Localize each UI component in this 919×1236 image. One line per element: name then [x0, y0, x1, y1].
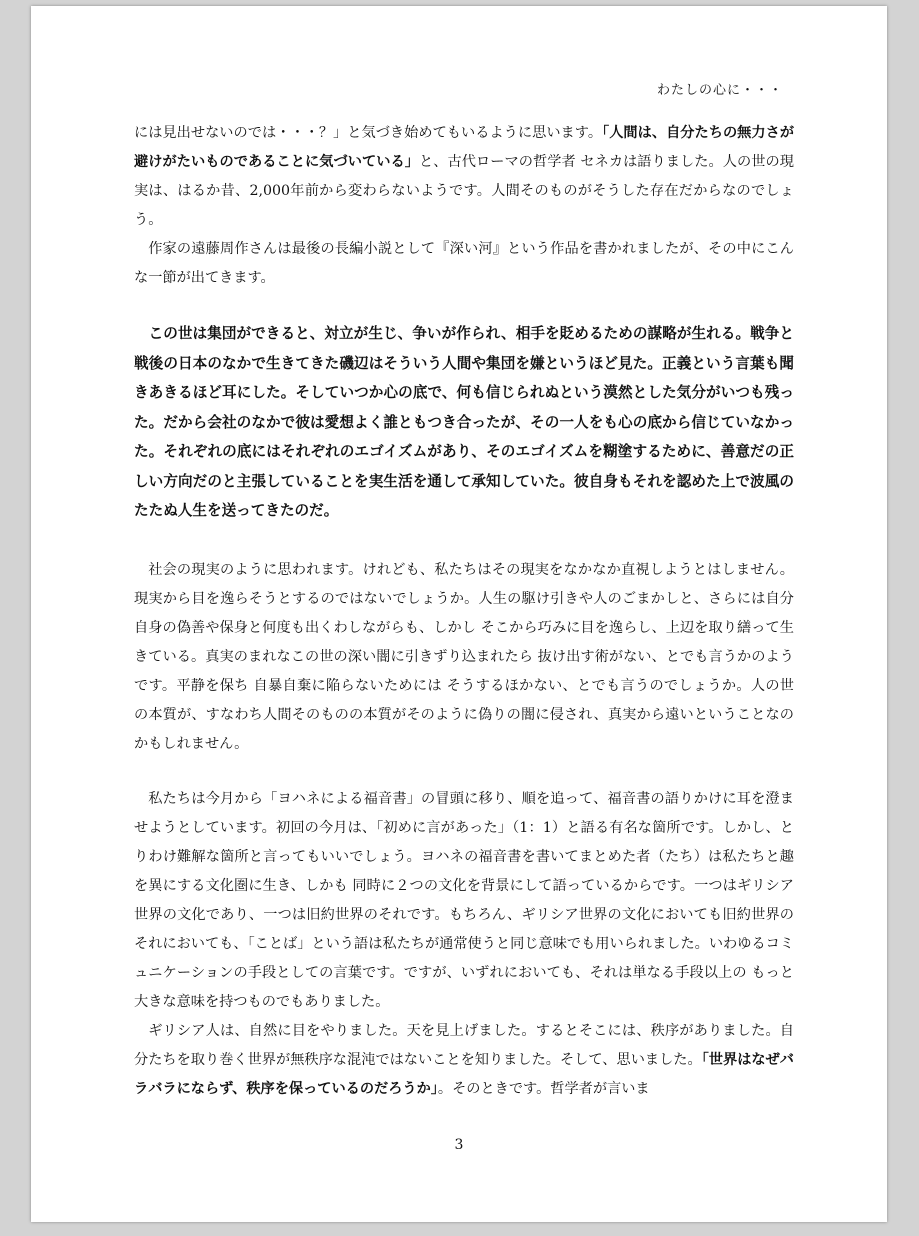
seneca-quote: 「人間は、自分たちの無力さが避けがたいものであることに気づいている」: [134, 125, 795, 170]
paragraph-1-text-a: には見出せないのでは・・・？」と気づき始めてもいるように思います。: [134, 125, 603, 141]
page-header: わたしの心に・・・: [656, 83, 783, 98]
block-quote: この世は集団ができると、対立が生じ、争いが作られ、相手を貶めるための謀略が生れる。戦争と戦後の日本のなかで生きてきた磯辺はそういう人間や集団を嫌というほど見た。正義という言葉も聞きあきるほど耳にした。そしていつか心の底で、何も信じられぬという漠然とした気分がいつも残った。だから会社のなかで彼は愛想よく誰ともつき合ったが、その一人をも心の底から信じていなかった。それぞれの底にはそれぞれのエゴイズムがあり、そのエゴイズムを糊塗するために、善意だの正しい方向だのと主張していることを実生活を通して承知していた。彼自身もそれを認めた上で波風のたたぬ人生を送ってきたのだ。: [134, 325, 794, 519]
page-body: [134, 119, 794, 1104]
paragraph-2: 作家の遠藤周作さんは最後の長編小説として『深い河』という作品を書かれましたが、その中にこんな一節が出てきます。: [134, 241, 794, 286]
paragraph-4: 私たちは今月から「ヨハネによる福音書」の冒頭に移り、順を追って、福音書の語りかけに耳を澄ませようとしています。初回の今月は、「初めに言があった」（1：1）と語る有名な箇所です。しかし、とりわけ難解な箇所と言ってもいいでしょう。ヨハネの福音書を書いてまとめた者（たち）は私たちと趣を異にする文化圏に生き、しかも 同時に２つの文化を背景にして語っているからです。一つはギリシア世界の文化であり、一つは旧約世界のそれです。もちろん、ギリシア世界の文化においても旧約世界のそれにおいても、「ことば」という語は私たちが通常使うと同じ意味でも用いられました。いわゆるコミュニケーションの手段としての言葉です。ですが、いずれにおいても、それは単なる手段以上の もっと大きな意味を持つものでもありました。: [134, 790, 794, 1010]
paragraph-5-text-a: ギリシア人は、自然に目をやりました。天を見上げました。するとそこには、秩序がありました。自分たちを取り巻く世界が無秩序な混沌ではないことを知りました。そして、思いました。: [134, 1022, 794, 1068]
paragraph-1-text-c: と、古代ローマの哲学者 セネカは語りました。人の世の現実は、はるか昔、2,000年前から変わらないようです。人間そのものがそうした存在だからなのでしょう。: [134, 154, 794, 228]
paragraph-1: [134, 119, 794, 235]
greek-question-quote: 「世界はなぜバラバラにならず、秩序を保っているのだろうか」: [134, 1051, 794, 1097]
page-number: 3: [454, 1137, 464, 1153]
paragraph-5: [134, 1017, 794, 1104]
paragraph-5-text-c: 。そのときです。哲学者が言いま: [437, 1080, 650, 1097]
paragraph-3: 社会の現実のように思われます。けれども、私たちはその現実をなかなか直視しようとはしません。現実から目を逸らそうとするのではないでしょうか。人生の駆け引きや人のごまかしと、さらには自分自身の偽善や保身と何度も出くわしながらも、しかし そこから巧みに目を逸らし、上辺を取り繕って生きている。真実のまれなこの世の深い闇に引きずり込まれたら 抜け出す術がない、とでも言うかのようです。平静を保ち 自暴自棄に陥らないためには そうするほかない、とでも言うのでしょうか。人の世の本質が、すなわち人間そのものの本質がそのように偽りの闇に侵され、真実から遠いということなのかもしれません。: [134, 561, 794, 752]
document-page: [31, 6, 887, 1222]
